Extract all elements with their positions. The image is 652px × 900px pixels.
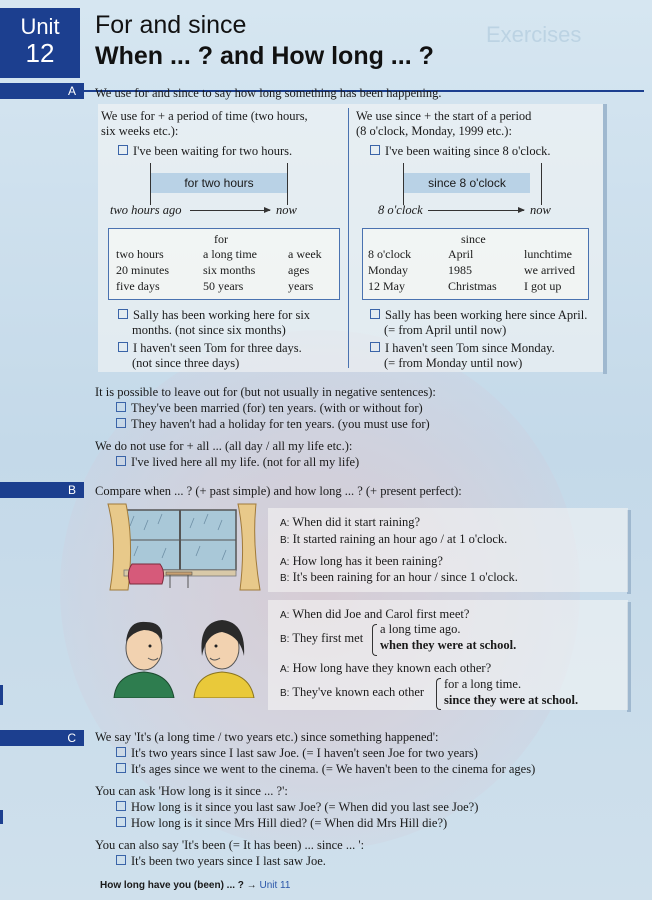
its-since-note: We say 'It's (a long time / two years etc.) since something happened': <box>95 730 439 744</box>
timeline-end-tick <box>287 163 288 205</box>
dialogue2-answer-2: B: They've known each other <box>280 685 425 699</box>
rain-window-illustration <box>104 502 264 594</box>
column-divider <box>348 108 349 368</box>
checkbox-icon <box>370 145 380 155</box>
checkbox-icon <box>116 402 126 412</box>
unit-number: 12 <box>25 38 55 68</box>
dialogue1-line: A: How long has it been raining? <box>280 554 443 568</box>
since-cell: April <box>448 247 474 261</box>
its-been-example: It's been two years since I last saw Joe. <box>116 853 326 869</box>
since-cell: 12 May <box>368 279 405 293</box>
for-timeline-from: two hours ago <box>110 203 182 217</box>
for-cell: a long time <box>203 247 257 261</box>
since-timeline-to: now <box>530 203 551 217</box>
its-been-note: You can also say 'It's been (= It has been) ... since ... ': <box>95 838 365 852</box>
margin-mark <box>0 685 3 705</box>
title-line-1: For and since <box>95 11 247 39</box>
since-sentence-1b: (= from April until now) <box>384 323 507 337</box>
since-sentence-2a: I haven't seen Tom since Monday. <box>370 340 555 356</box>
checkbox-icon <box>116 456 126 466</box>
title-line-2: When ... ? and How long ... ? <box>95 42 434 70</box>
since-rule-line2: (8 o'clock, Monday, 1999 etc.): <box>356 124 512 138</box>
leave-out-for-note: It is possible to leave out for (but not usually in negative sentences): <box>95 385 436 399</box>
for-cell: years <box>288 279 314 293</box>
for-cell: 20 minutes <box>116 263 169 277</box>
for-cell: two hours <box>116 247 164 261</box>
for-period-bar: for two hours <box>151 173 287 193</box>
timeline-arrow-icon <box>190 210 270 211</box>
section-b-intro: Compare when ... ? (+ past simple) and how long ... ? (+ present perfect): <box>95 484 462 498</box>
for-rule-line2: six weeks etc.): <box>101 124 179 138</box>
since-box-head: since <box>461 232 486 246</box>
couple-illustration <box>104 604 264 698</box>
since-cell: 1985 <box>448 263 472 277</box>
for-all-example: I've lived here all my life. (not for all my life) <box>116 454 359 470</box>
dialogue1-line: B: It started raining an hour ago / at 1 o'clock. <box>280 532 508 546</box>
its-since-example-2: It's ages since we went to the cinema. (= We haven't been to the cinema for ages) <box>116 761 535 777</box>
timeline-arrow-icon <box>428 210 524 211</box>
for-cell: a week <box>288 247 322 261</box>
brace-icon <box>372 624 377 656</box>
cross-reference <box>100 880 290 891</box>
section-a-marker: A <box>0 83 84 99</box>
for-sentence-2b: (not since three days) <box>132 356 240 370</box>
dialogue2-question-1: A: When did Joe and Carol first meet? <box>280 607 470 621</box>
checkbox-icon <box>116 855 126 865</box>
since-rule-line1: We use since + the start of a period <box>356 109 532 123</box>
leave-out-example-2: They haven't had a holiday for ten years. (you must use for) <box>116 416 430 432</box>
ghost-heading: Exercises <box>486 22 582 47</box>
page-title <box>95 10 434 72</box>
dialogue2-question-2: A: How long have they known each other? <box>280 661 492 675</box>
checkbox-icon <box>116 801 126 811</box>
for-rule-line1: We use for + a period of time (two hours, <box>101 109 308 123</box>
for-cell: ages <box>288 263 310 277</box>
timeline-end-tick <box>541 163 542 205</box>
for-sentence-2a: I haven't seen Tom for three days. <box>118 340 302 356</box>
checkbox-icon <box>116 763 126 773</box>
panel-shadow <box>603 104 607 374</box>
since-sentence-1a: Sally has been working here since April. <box>370 307 587 323</box>
for-sentence-1b: months. (not since six months) <box>132 323 286 337</box>
unit-badge <box>0 8 80 78</box>
checkbox-icon <box>118 342 128 352</box>
how-long-since-example-2: How long is it since Mrs Hill died? (= When did Mrs Hill die?) <box>116 815 447 831</box>
checkbox-icon <box>370 342 380 352</box>
brace-icon <box>436 678 441 710</box>
dialogue1-line: A: When did it start raining? <box>280 515 421 529</box>
its-since-example-1: It's two years since I last saw Joe. (= I haven't seen Joe for two years) <box>116 745 478 761</box>
for-all-note: We do not use for + all ... (all day / all my life etc.): <box>95 439 353 453</box>
how-long-since-note: You can ask 'How long is it since ... ?': <box>95 784 288 798</box>
checkbox-icon <box>370 309 380 319</box>
since-cell: Monday <box>368 263 408 277</box>
checkbox-icon <box>116 817 126 827</box>
for-cell: five days <box>116 279 160 293</box>
for-timeline-to: now <box>276 203 297 217</box>
for-cell: six months <box>203 263 256 277</box>
footer-text: How long have you (been) ... ? → <box>100 880 257 891</box>
since-sentence-2b: (= from Monday until now) <box>384 356 523 370</box>
since-cell: Christmas <box>448 279 497 293</box>
since-period-bar: since 8 o'clock <box>404 173 530 193</box>
dialogue2-option: for a long time. <box>444 677 522 691</box>
how-long-since-example-1: How long is it since you last saw Joe? (= When did you last see Joe?) <box>116 799 478 815</box>
checkbox-icon <box>118 145 128 155</box>
unit-11-link[interactable]: Unit 11 <box>259 880 291 891</box>
for-box-head: for <box>214 232 228 246</box>
dialogue1-line: B: It's been raining for an hour / since 1 o'clock. <box>280 570 518 584</box>
since-cell: I got up <box>524 279 562 293</box>
since-example: I've been waiting since 8 o'clock. <box>370 143 551 159</box>
unit-label: Unit <box>20 14 60 39</box>
for-cell: 50 years <box>203 279 244 293</box>
section-c-marker: C <box>0 730 84 746</box>
margin-mark <box>0 810 3 824</box>
dialogue2-option: since they were at school. <box>444 693 579 707</box>
checkbox-icon <box>116 747 126 757</box>
since-timeline-from: 8 o'clock <box>378 203 423 217</box>
since-cell: 8 o'clock <box>368 247 412 261</box>
checkbox-icon <box>116 418 126 428</box>
for-sentence-1a: Sally has been working here for six <box>118 307 310 323</box>
leave-out-example-1: They've been married (for) ten years. (with or without for) <box>116 400 423 416</box>
dialogue2-answer-1: B: They first met <box>280 631 364 645</box>
section-b-marker: B <box>0 482 84 498</box>
since-cell: we arrived <box>524 263 575 277</box>
for-example: I've been waiting for two hours. <box>118 143 292 159</box>
since-cell: lunchtime <box>524 247 572 261</box>
section-a-intro: We use for and since to say how long something has been happening. <box>95 86 442 100</box>
dialogue2-option: a long time ago. <box>380 622 461 636</box>
dialogue2-option: when they were at school. <box>380 638 517 652</box>
checkbox-icon <box>118 309 128 319</box>
